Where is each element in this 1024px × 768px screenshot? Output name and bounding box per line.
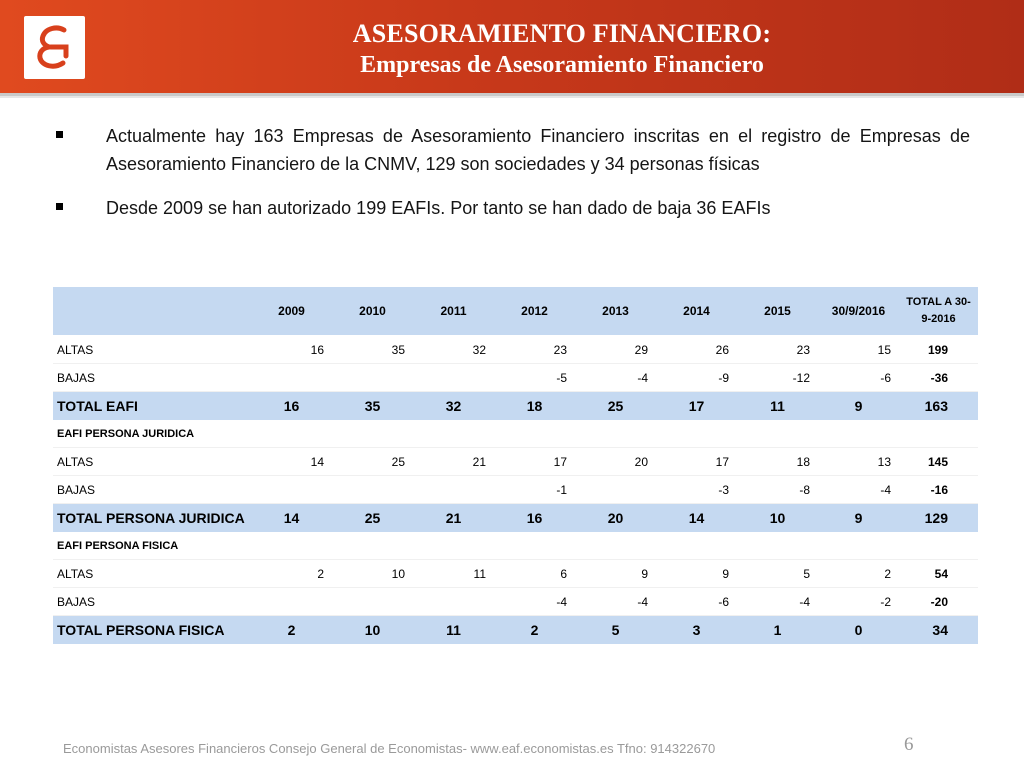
table-cell: 17 xyxy=(656,448,737,476)
table-cell xyxy=(332,588,413,616)
table-cell: -8 xyxy=(737,476,818,504)
table-cell: 9 xyxy=(656,560,737,588)
table-body xyxy=(53,336,978,645)
table-cell: 20 xyxy=(575,448,656,476)
table-cell xyxy=(332,364,413,392)
table-cell: 10 xyxy=(737,504,818,533)
table-row xyxy=(53,364,978,392)
row-label: BAJAS xyxy=(53,476,251,504)
row-label: ALTAS xyxy=(53,560,251,588)
table-cell: 3 xyxy=(656,616,737,645)
slide-title xyxy=(120,18,1004,80)
row-label: ALTAS xyxy=(53,336,251,364)
table-cell xyxy=(413,588,494,616)
table-cell: -6 xyxy=(818,364,899,392)
table-cell xyxy=(251,588,332,616)
table-cell xyxy=(575,476,656,504)
column-header: 2015 xyxy=(737,287,818,336)
table-total-row xyxy=(53,616,978,645)
slide-title-line2: Empresas de Asesoramiento Financiero xyxy=(360,52,764,78)
row-label: TOTAL PERSONA JURIDICA xyxy=(53,504,251,533)
table-cell: 10 xyxy=(332,560,413,588)
table-cell: 0 xyxy=(818,616,899,645)
table-cell: -4 xyxy=(575,364,656,392)
total-cell: 54 xyxy=(899,560,978,588)
table-cell: 16 xyxy=(494,504,575,533)
table-cell xyxy=(332,476,413,504)
table-cell: -6 xyxy=(656,588,737,616)
table-cell: 35 xyxy=(332,336,413,364)
column-header: 2011 xyxy=(413,287,494,336)
table-cell: 11 xyxy=(413,560,494,588)
table-header xyxy=(53,287,978,336)
table-cell: 9 xyxy=(818,392,899,421)
column-header: 2014 xyxy=(656,287,737,336)
table-total-row xyxy=(53,504,978,533)
total-cell: 129 xyxy=(899,504,978,533)
table-cell: 23 xyxy=(737,336,818,364)
total-cell: 199 xyxy=(899,336,978,364)
table-cell: 29 xyxy=(575,336,656,364)
table-cell: 18 xyxy=(494,392,575,421)
table-row xyxy=(53,476,978,504)
table-cell: -1 xyxy=(494,476,575,504)
column-header-label xyxy=(53,287,251,336)
table-cell: 14 xyxy=(251,448,332,476)
table-cell: -3 xyxy=(656,476,737,504)
table-cell: 17 xyxy=(656,392,737,421)
table-cell: 13 xyxy=(818,448,899,476)
table-row xyxy=(53,560,978,588)
section-label: EAFI PERSONA JURIDICA xyxy=(53,421,978,448)
table-cell: 17 xyxy=(494,448,575,476)
table-cell: 2 xyxy=(251,560,332,588)
table-cell: 2 xyxy=(818,560,899,588)
header-band xyxy=(0,0,1024,93)
eafi-table xyxy=(53,287,978,645)
bullet-item xyxy=(56,122,970,178)
table-cell: 14 xyxy=(656,504,737,533)
table-cell: -12 xyxy=(737,364,818,392)
bullet-list xyxy=(56,122,970,238)
table-total-row xyxy=(53,392,978,421)
table-cell: -4 xyxy=(737,588,818,616)
table-cell: 25 xyxy=(332,504,413,533)
table-cell: 9 xyxy=(575,560,656,588)
table-cell: 2 xyxy=(494,616,575,645)
table-cell: -4 xyxy=(575,588,656,616)
total-cell: -16 xyxy=(899,476,978,504)
slide-title-line1: ASESORAMIENTO FINANCIERO: xyxy=(352,19,772,48)
table-cell xyxy=(251,476,332,504)
total-cell: 34 xyxy=(899,616,978,645)
table-cell: 32 xyxy=(413,336,494,364)
table-cell: 14 xyxy=(251,504,332,533)
logo-glyph xyxy=(24,16,85,79)
table-section-row xyxy=(53,533,978,560)
section-label: EAFI PERSONA FISICA xyxy=(53,533,978,560)
square-bullet-icon xyxy=(56,203,63,210)
table-cell: 16 xyxy=(251,392,332,421)
column-header: 2012 xyxy=(494,287,575,336)
column-header: 2013 xyxy=(575,287,656,336)
table-row xyxy=(53,588,978,616)
table-cell: 18 xyxy=(737,448,818,476)
table-cell xyxy=(251,364,332,392)
table-row xyxy=(53,336,978,364)
table-cell: 2 xyxy=(251,616,332,645)
table-cell: -9 xyxy=(656,364,737,392)
table-cell: 25 xyxy=(332,448,413,476)
column-header: 30/9/2016 xyxy=(818,287,899,336)
row-label: ALTAS xyxy=(53,448,251,476)
table-header-row xyxy=(53,287,978,336)
table-cell: 21 xyxy=(413,504,494,533)
table-cell xyxy=(413,476,494,504)
table-cell: 32 xyxy=(413,392,494,421)
table-cell: 1 xyxy=(737,616,818,645)
table-cell: -4 xyxy=(494,588,575,616)
row-label: BAJAS xyxy=(53,364,251,392)
page-number: 6 xyxy=(904,734,914,755)
table-cell: 16 xyxy=(251,336,332,364)
column-header: 2009 xyxy=(251,287,332,336)
table-cell: 26 xyxy=(656,336,737,364)
bullet-item xyxy=(56,194,970,222)
table-cell: 25 xyxy=(575,392,656,421)
table-cell: 21 xyxy=(413,448,494,476)
total-cell: -36 xyxy=(899,364,978,392)
table-cell xyxy=(413,364,494,392)
table-cell: 6 xyxy=(494,560,575,588)
table-row xyxy=(53,448,978,476)
total-cell: 163 xyxy=(899,392,978,421)
row-label: TOTAL EAFI xyxy=(53,392,251,421)
row-label: TOTAL PERSONA FISICA xyxy=(53,616,251,645)
footer-text: Economistas Asesores Financieros Consejo General de Economistas- www.eaf.economistas.es Tfno: 914322670 xyxy=(63,741,716,756)
eafi-table-container xyxy=(53,287,978,645)
table-section-row xyxy=(53,421,978,448)
table-cell: -4 xyxy=(818,476,899,504)
table-cell: 9 xyxy=(818,504,899,533)
table-cell: 23 xyxy=(494,336,575,364)
table-cell: -2 xyxy=(818,588,899,616)
square-bullet-icon xyxy=(56,131,63,138)
table-cell: 35 xyxy=(332,392,413,421)
table-cell: 10 xyxy=(332,616,413,645)
column-header: TOTAL A 30-9-2016 xyxy=(899,287,978,336)
table-cell: -5 xyxy=(494,364,575,392)
row-label: BAJAS xyxy=(53,588,251,616)
column-header: 2010 xyxy=(332,287,413,336)
economistas-logo-icon xyxy=(24,16,85,79)
table-cell: 11 xyxy=(737,392,818,421)
total-cell: 145 xyxy=(899,448,978,476)
bullet-text: Actualmente hay 163 Empresas de Asesoramiento Financiero inscritas en el registro de Empresas de Asesoramiento Financiero de la CNMV, 129 son sociedades y 34 personas físicas xyxy=(106,126,970,174)
total-cell: -20 xyxy=(899,588,978,616)
table-cell: 5 xyxy=(737,560,818,588)
table-cell: 11 xyxy=(413,616,494,645)
table-cell: 20 xyxy=(575,504,656,533)
table-cell: 5 xyxy=(575,616,656,645)
bullet-text: Desde 2009 se han autorizado 199 EAFIs. Por tanto se han dado de baja 36 EAFIs xyxy=(106,198,771,218)
table-cell: 15 xyxy=(818,336,899,364)
